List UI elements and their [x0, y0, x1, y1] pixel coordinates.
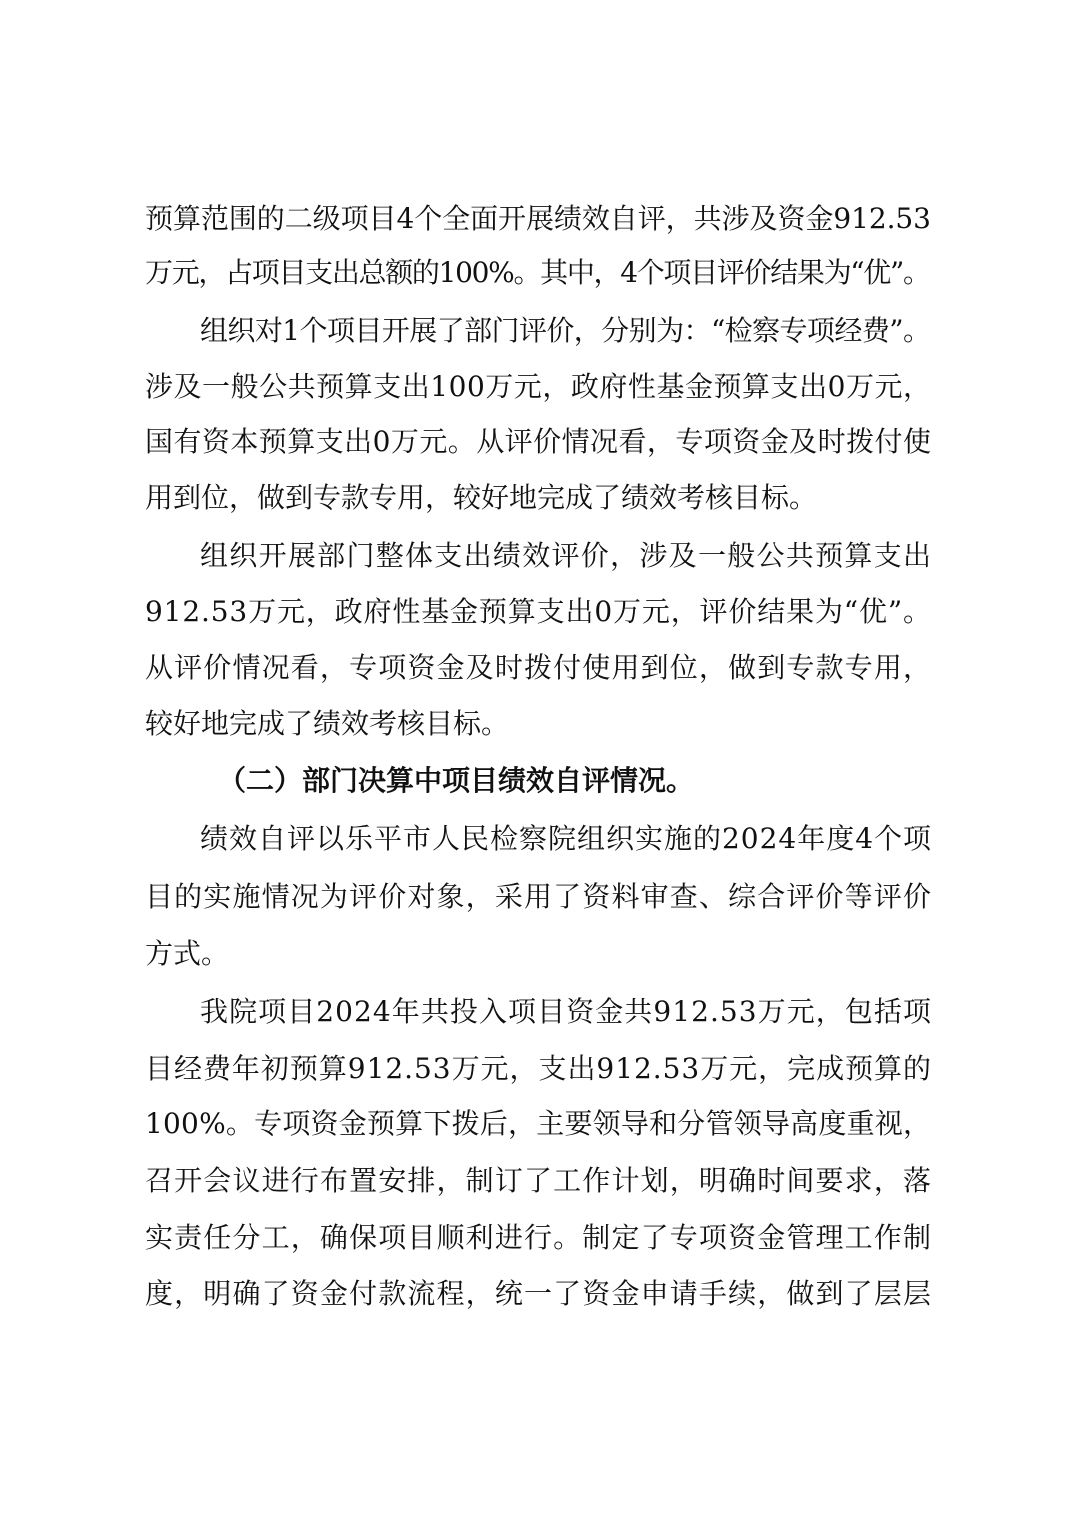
- text-line: 912.53万元，政府性基金预算支出0万元，评价结果为“优”。: [145, 595, 932, 628]
- text-line: 国有资本预算支出0万元。从评价情况看，专项资金及时拨付使: [145, 425, 932, 458]
- text-line: 目经费年初预算912.53万元，支出912.53万元，完成预算的: [145, 1052, 932, 1085]
- text-line: 实责任分工，确保项目顺利进行。制定了专项资金管理工作制: [145, 1221, 933, 1254]
- text-line: 绩效自评以乐平市人民检察院组织实施的2024年度4个项: [200, 822, 932, 855]
- text-line: 用到位，做到专款专用，较好地完成了绩效考核目标。: [145, 481, 818, 514]
- text-line: 万元，占项目支出总额的100%。其中，4个项目评价结果为“优”。: [145, 256, 930, 289]
- text-line: 涉及一般公共预算支出100万元，政府性基金预算支出0万元，: [145, 370, 932, 403]
- text-line: 度，明确了资金付款流程，统一了资金申请手续，做到了层层: [145, 1277, 933, 1310]
- text-line: 较好地完成了绩效考核目标。: [145, 707, 510, 740]
- section-heading: （二）部门决算中项目绩效自评情况。: [218, 764, 695, 797]
- text-line: 组织对1个项目开展了部门评价，分别为：“检察专项经费”。: [200, 314, 931, 347]
- text-line: 组织开展部门整体支出绩效评价，涉及一般公共预算支出: [200, 539, 933, 572]
- text-line: 从评价情况看，专项资金及时拨付使用到位，做到专款专用，: [145, 651, 933, 684]
- text-line: 预算范围的二级项目4个全面开展绩效自评，共涉及资金912.53: [145, 202, 931, 235]
- text-line: 方式。: [145, 937, 230, 970]
- text-line: 召开会议进行布置安排，制订了工作计划，明确时间要求，落: [145, 1164, 933, 1197]
- text-line: 100%。专项资金预算下拨后，主要领导和分管领导高度重视，: [145, 1107, 932, 1140]
- text-line: 我院项目2024年共投入项目资金共912.53万元，包括项: [200, 995, 933, 1028]
- text-line: 目的实施情况为评价对象，采用了资料审查、综合评价等评价: [145, 880, 933, 913]
